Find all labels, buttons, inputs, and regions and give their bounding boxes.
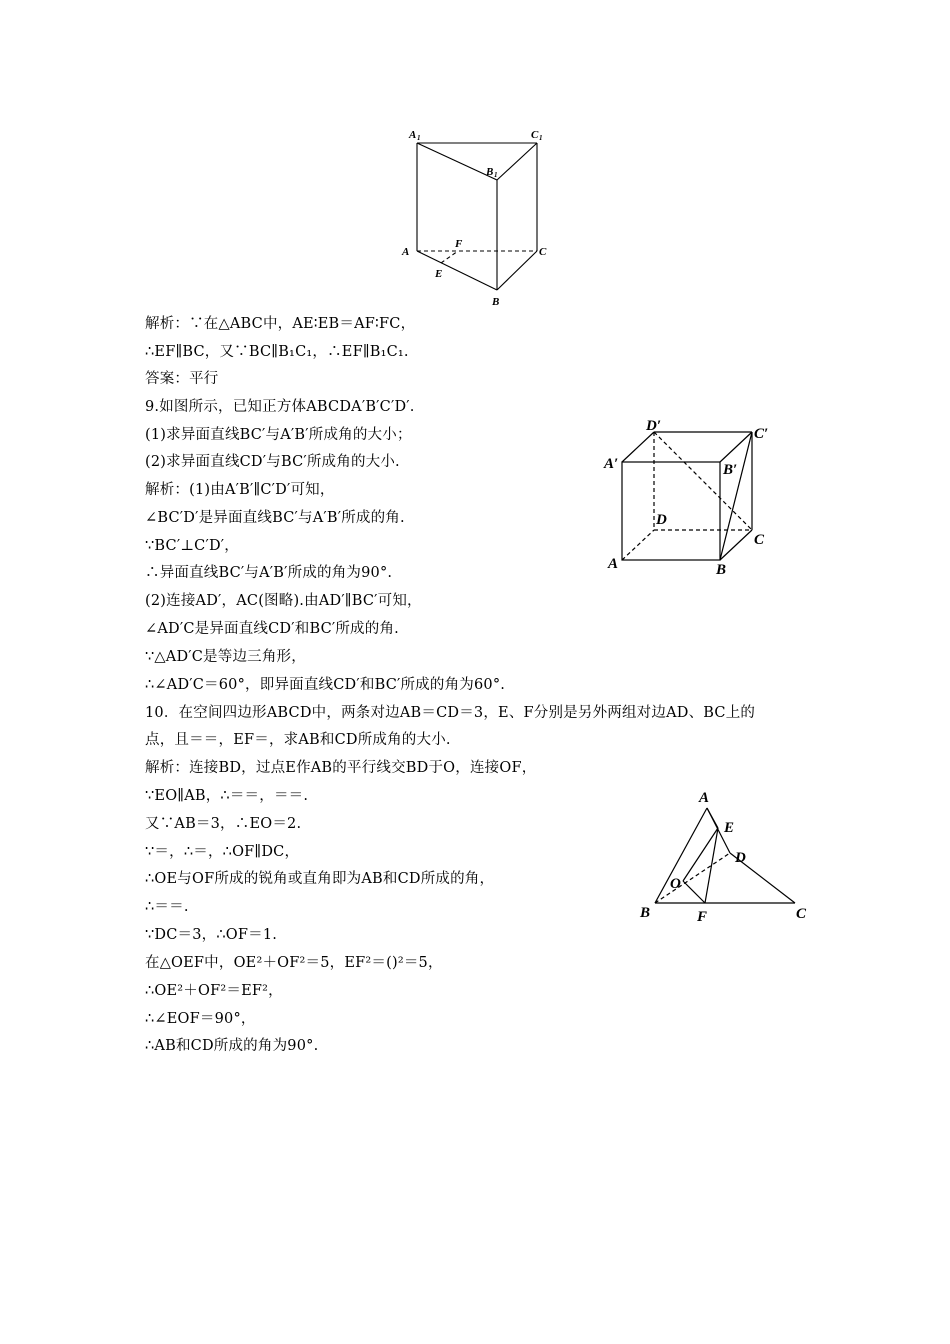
question-9-title: 9.如图所示，已知正方体ABCDA′B′C′D′.	[145, 399, 415, 415]
solution-10-line-7: ∵DC＝3，∴OF＝1.	[145, 927, 278, 943]
label-A1: A	[409, 129, 417, 141]
label-A: A	[608, 556, 619, 572]
label-D: D	[735, 850, 746, 866]
question-10-line-1: 10．在空间四边形ABCD中，两条对边AB＝CD＝3，E、F分别是另外两组对边AD、BC上的	[145, 705, 756, 721]
cube-figure	[600, 420, 780, 580]
label-C: C	[796, 906, 807, 922]
label-B: B	[492, 296, 500, 308]
solution-10-line-11: ∴AB和CD所成的角为90°.	[145, 1038, 319, 1054]
prism-diagram	[395, 125, 555, 310]
label-C1: C	[531, 129, 539, 141]
solution-10-line-2: ∵EO∥AB，∴＝＝，＝＝.	[145, 788, 309, 804]
solution-9-line-6: ∠AD′C是异面直线CD′和BC′所成的角.	[145, 621, 399, 637]
question-9-part-1: (1)求异面直线BC′与A′B′所成角的大小；	[145, 427, 412, 443]
label-D-prime: D′	[646, 420, 662, 434]
label-C1-sub: 1	[539, 134, 543, 142]
label-F: F	[455, 238, 463, 250]
prism-figure	[395, 125, 555, 310]
solution-9-line-8: ∴∠AD′C＝60°，即异面直线CD′和BC′所成的角为60°.	[145, 677, 506, 693]
label-A1-sub: 1	[417, 134, 421, 142]
solution-10-line-8: 在△OEF中，OE²＋OF²＝5，EF²＝()²＝5，	[145, 955, 443, 971]
solution-9-line-7: ∵△AD′C是等边三角形，	[145, 649, 306, 665]
solution-10-line-4: ∵＝，∴＝，∴OF∥DC，	[145, 844, 300, 860]
label-B1-sub: 1	[494, 171, 498, 179]
quadrilateral-diagram	[635, 788, 815, 928]
label-E: E	[435, 268, 443, 280]
solution-line-2: ∴EF∥BC，又∵BC∥B₁C₁，∴EF∥B₁C₁.	[145, 344, 409, 360]
solution-9-line-5: (2)连接AD′，AC(图略).由AD′∥BC′可知，	[145, 593, 422, 609]
answer-line: 答案：平行	[145, 371, 219, 387]
label-A: A	[402, 246, 410, 258]
solution-9-line-1: 解析：(1)由A′B′∥C′D′可知，	[145, 482, 335, 498]
question-10-line-2: 点，且＝＝，EF＝，求AB和CD所成角的大小.	[145, 732, 451, 748]
solution-10-line-1: 解析：连接BD，过点E作AB的平行线交BD于O，连接OF，	[145, 760, 537, 776]
solution-9-line-4: ∴异面直线BC′与A′B′所成的角为90°.	[145, 565, 393, 581]
solution-10-line-3: 又∵AB＝3，∴EO＝2.	[145, 816, 302, 832]
solution-9-line-2: ∠BC′D′是异面直线BC′与A′B′所成的角.	[145, 510, 405, 526]
label-B-prime: B′	[723, 462, 738, 478]
label-C: C	[754, 532, 765, 548]
cube-diagram	[600, 420, 780, 580]
solution-10-line-6: ∴＝＝.	[145, 899, 189, 915]
label-A-prime: A′	[604, 456, 619, 472]
solution-10-line-9: ∴OE²＋OF²＝EF²，	[145, 983, 283, 999]
label-B: B	[640, 905, 651, 921]
quadrilateral-figure	[635, 788, 815, 928]
solution-9-line-3: ∵BC′⊥C′D′，	[145, 538, 239, 554]
label-B1: B	[486, 166, 494, 178]
label-B: B	[716, 562, 727, 578]
label-C: C	[539, 246, 547, 258]
label-C-prime: C′	[754, 426, 769, 442]
label-D: D	[656, 512, 667, 528]
solution-line-1: 解析：∵在△ABC中，AE∶EB＝AF∶FC，	[145, 316, 416, 332]
label-E: E	[724, 820, 735, 836]
solution-10-line-5: ∴OE与OF所成的锐角或直角即为AB和CD所成的角，	[145, 871, 495, 887]
solution-10-line-10: ∴∠EOF＝90°，	[145, 1011, 256, 1027]
label-O: O	[670, 876, 681, 892]
label-A: A	[699, 790, 710, 806]
question-9-part-2: (2)求异面直线CD′与BC′所成角的大小.	[145, 454, 400, 470]
label-F: F	[697, 909, 708, 925]
